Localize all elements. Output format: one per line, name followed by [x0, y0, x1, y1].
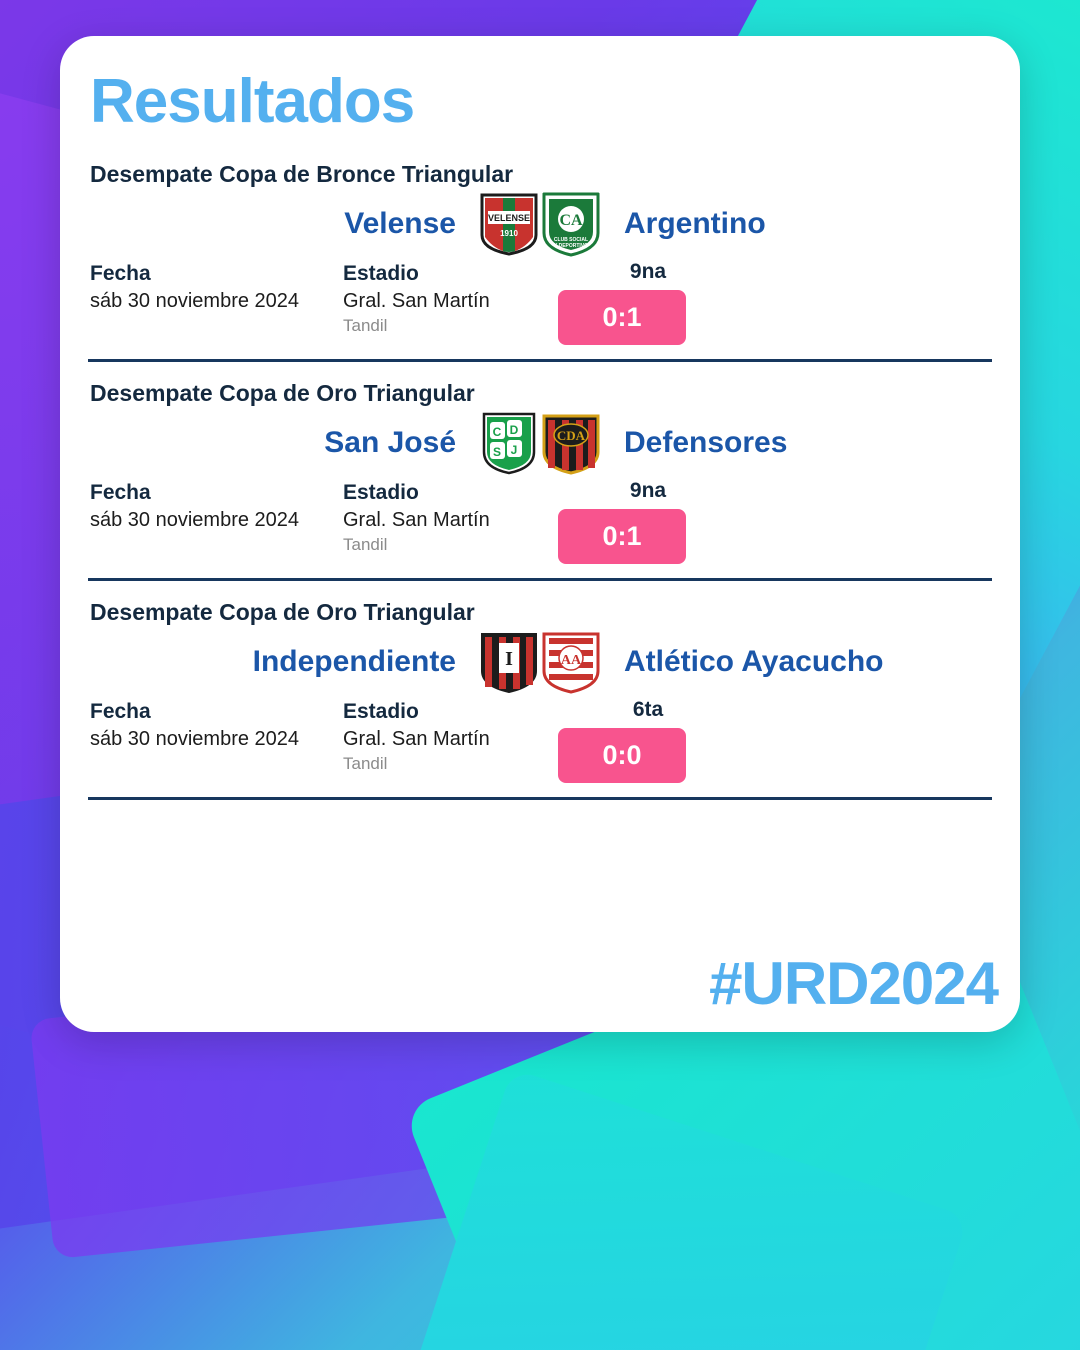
score-badge: 0:1	[558, 509, 686, 564]
stadium-city: Tandil	[343, 535, 388, 555]
svg-text:AA: AA	[560, 653, 582, 668]
svg-text:C: C	[492, 425, 502, 439]
svg-text:VELENSE: VELENSE	[487, 213, 531, 223]
results-card	[60, 36, 1020, 1032]
teams-line	[88, 409, 992, 477]
stadium-city: Tandil	[343, 754, 388, 774]
teams-line	[88, 628, 992, 696]
away-team-name: Atlético Ayacucho	[624, 645, 884, 678]
atletico-ayacucho-crest-icon	[540, 629, 602, 695]
competition-name: Desempate Copa de Oro Triangular	[90, 599, 475, 625]
defensores-crest-icon	[540, 410, 602, 476]
away-team-name: Defensores	[624, 426, 788, 459]
stadium-column	[343, 479, 558, 557]
stadium-city: Tandil	[343, 316, 388, 336]
date-column	[88, 479, 343, 534]
date-column	[88, 698, 343, 753]
svg-text:CA: CA	[559, 212, 583, 229]
hashtag: #URD2024	[709, 950, 998, 1017]
competition-name: Desempate Copa de Bronce Triangular	[90, 161, 514, 187]
date-column	[88, 260, 343, 315]
match-row	[88, 143, 992, 362]
competition-name: Desempate Copa de Oro Triangular	[90, 380, 475, 406]
stadium-label: Estadio	[343, 700, 419, 723]
stadium-value: Gral. San Martín	[343, 290, 490, 313]
stadium-value: Gral. San Martín	[343, 509, 490, 532]
stadium-label: Estadio	[343, 262, 419, 285]
date-label: Fecha	[90, 262, 151, 285]
svg-text:S: S	[492, 445, 502, 459]
independiente-crest-icon	[478, 629, 540, 695]
home-team-name: Velense	[344, 207, 456, 240]
svg-text:CLUB SOCIAL: CLUB SOCIAL	[553, 237, 589, 243]
date-label: Fecha	[90, 700, 151, 723]
score-badge: 0:1	[558, 290, 686, 345]
page-title: Resultados	[90, 67, 415, 136]
away-team-name: Argentino	[624, 207, 766, 240]
home-team-name: San José	[324, 426, 456, 459]
match-meta	[88, 260, 992, 345]
date-value: sáb 30 noviembre 2024	[90, 728, 300, 751]
svg-text:D: D	[509, 423, 519, 437]
svg-text:I: I	[505, 648, 513, 670]
date-value: sáb 30 noviembre 2024	[90, 509, 300, 532]
stadium-column	[343, 260, 558, 338]
date-value: sáb 30 noviembre 2024	[90, 290, 300, 313]
teams-line	[88, 190, 992, 258]
score-column	[558, 698, 738, 783]
stadium-label: Estadio	[343, 481, 419, 504]
date-label: Fecha	[90, 481, 151, 504]
score-column	[558, 260, 738, 345]
san-jose-crest-icon	[478, 410, 540, 476]
stadium-value: Gral. San Martín	[343, 728, 490, 751]
svg-text:1910: 1910	[500, 229, 518, 238]
svg-text:Y DEPORTIVO: Y DEPORTIVO	[553, 243, 589, 249]
argentino-crest-icon	[540, 191, 602, 257]
division-label: 9na	[629, 260, 667, 283]
home-team-name: Independiente	[252, 645, 456, 678]
division-label: 9na	[629, 479, 667, 502]
velense-crest-icon	[478, 191, 540, 257]
svg-text:CDA: CDA	[556, 428, 586, 443]
match-meta	[88, 479, 992, 564]
match-row	[88, 581, 992, 800]
division-label: 6ta	[632, 698, 664, 721]
svg-text:J: J	[510, 443, 518, 457]
score-column	[558, 479, 738, 564]
match-row	[88, 362, 992, 581]
match-meta	[88, 698, 992, 783]
score-badge: 0:0	[558, 728, 686, 783]
stadium-column	[343, 698, 558, 776]
